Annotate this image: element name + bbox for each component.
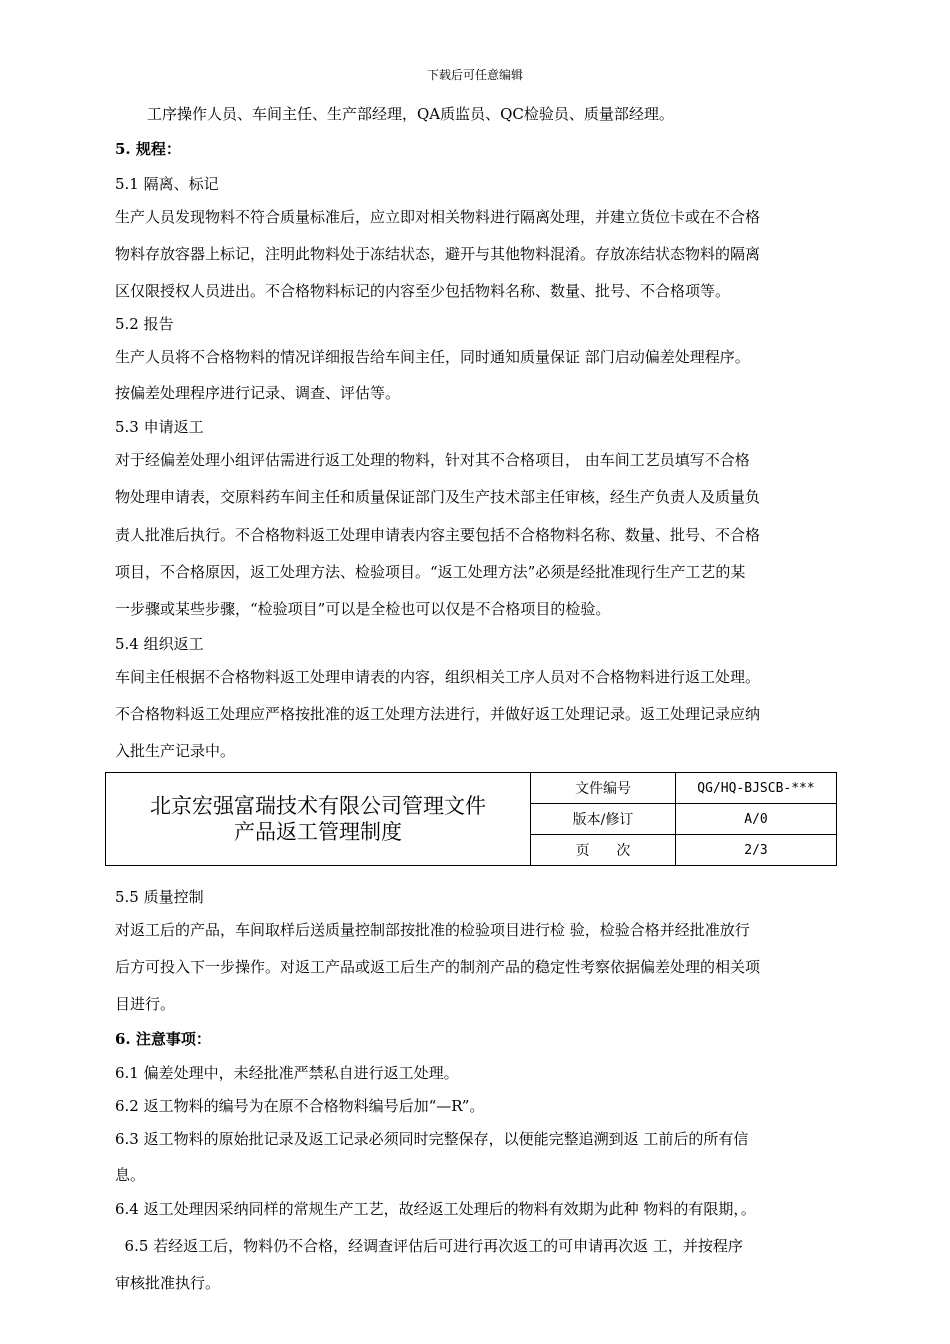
text-line: 物料存放容器上标记，注明此物料处于冻结状态，避开与其他物料混淆。存放冻结状态物料的隔离 [115,245,761,263]
text-line: 项目，不合格原因，返工处理方法、检验项目。“返工处理方法”必须是经批准现行生产工艺的某 [115,563,746,581]
text-line: 工序操作人员、车间主任、生产部经理，QA质监员、QC检验员、质量部经理。 [147,105,674,123]
text-line: 物处理申请表，交原料药车间主任和质量保证部门及生产技术部主任审核，经生产负责人及质量负 [115,488,761,506]
text-line: 目进行。 [115,995,176,1013]
text-line: 入批生产记录中。 [115,742,236,760]
text-line: 不合格物料返工处理应严格按批准的返工处理方法进行，并做好返工处理记录。返工处理记录应纳 [115,705,761,723]
version-value: A/0 [676,804,837,835]
version-label: 版本/修订 [531,804,676,835]
subsection-heading: 5.5 质量控制 [115,888,204,906]
text-line: 息。 [115,1166,146,1184]
section-heading: 5. 规程： [115,140,181,158]
text-line: 一步骤或某些步骤，“检验项目”可以是全检也可以仅是不合格项目的检验。 [115,600,611,618]
subsection-heading: 5.4 组织返工 [115,635,204,653]
text-line: 按偏差处理程序进行记录、调查、评估等。 [115,384,401,402]
page-header: 下载后可任意编辑 [426,68,523,82]
subsection-heading: 5.1 隔离、标记 [115,175,219,193]
section-heading: 6. 注意事项： [115,1030,211,1048]
list-item: 6.3 返工物料的原始批记录及返工记录必须同时完整保存，以便能完整追溯到返 工前后的所有信 [115,1130,749,1148]
text-line: 后方可投入下一步操作。对返工产品或返工后生产的制剂产品的稳定性考察依据偏差处理的相关项 [115,958,761,976]
document-info-table [105,772,837,866]
document-title-cell [106,773,531,866]
text-line: 生产人员发现物料不符合质量标准后，应立即对相关物料进行隔离处理，并建立货位卡或在不合格 [115,208,761,226]
text-line: 审核批准执行。 [115,1274,221,1292]
text-line: 对返工后的产品，车间取样后送质量控制部按批准的检验项目进行检 验，检验合格并经批准放行 [115,921,750,939]
page-label: 页 次 [531,835,676,866]
list-item: 6.5 若经返工后，物料仍不合格，经调查评估后可进行再次返工的可申请再次返 工，并按程序 [115,1237,743,1255]
text-line: 车间主任根据不合格物料返工处理申请表的内容，组织相关工序人员对不合格物料进行返工处理。 [115,668,761,686]
document-title: 产品返工管理制度 [234,820,402,844]
text-line: 生产人员将不合格物料的情况详细报告给车间主任，同时通知质量保证 部门启动偏差处理程序。 [115,348,750,366]
text-line: 责人批准后执行。不合格物料返工处理申请表内容主要包括不合格物料名称、数量、批号、不合格 [115,526,761,544]
text-line: 对于经偏差处理小组评估需进行返工处理的物料，针对其不合格项目， 由车间工艺员填写不合格 [115,451,750,469]
list-item: 6.4 返工处理因采纳同样的常规生产工艺，故经返工处理后的物料有效期为此种 物料的有限期，。 [115,1200,756,1218]
doc-number-value: QG/HQ-BJSCB-*** [676,773,837,804]
doc-number-label: 文件编号 [531,773,676,804]
page-value: 2/3 [676,835,837,866]
company-title: 北京宏强富瑞技术有限公司管理文件 [150,794,486,818]
text-line: 区仅限授权人员进出。不合格物料标记的内容至少包括物料名称、数量、批号、不合格项等。 [115,282,731,300]
list-item: 6.1 偏差处理中，未经批准严禁私自进行返工处理。 [115,1064,459,1082]
subsection-heading: 5.2 报告 [115,315,174,333]
list-item: 6.2 返工物料的编号为在原不合格物料编号后加“—R”。 [115,1097,485,1115]
subsection-heading: 5.3 申请返工 [115,418,204,436]
